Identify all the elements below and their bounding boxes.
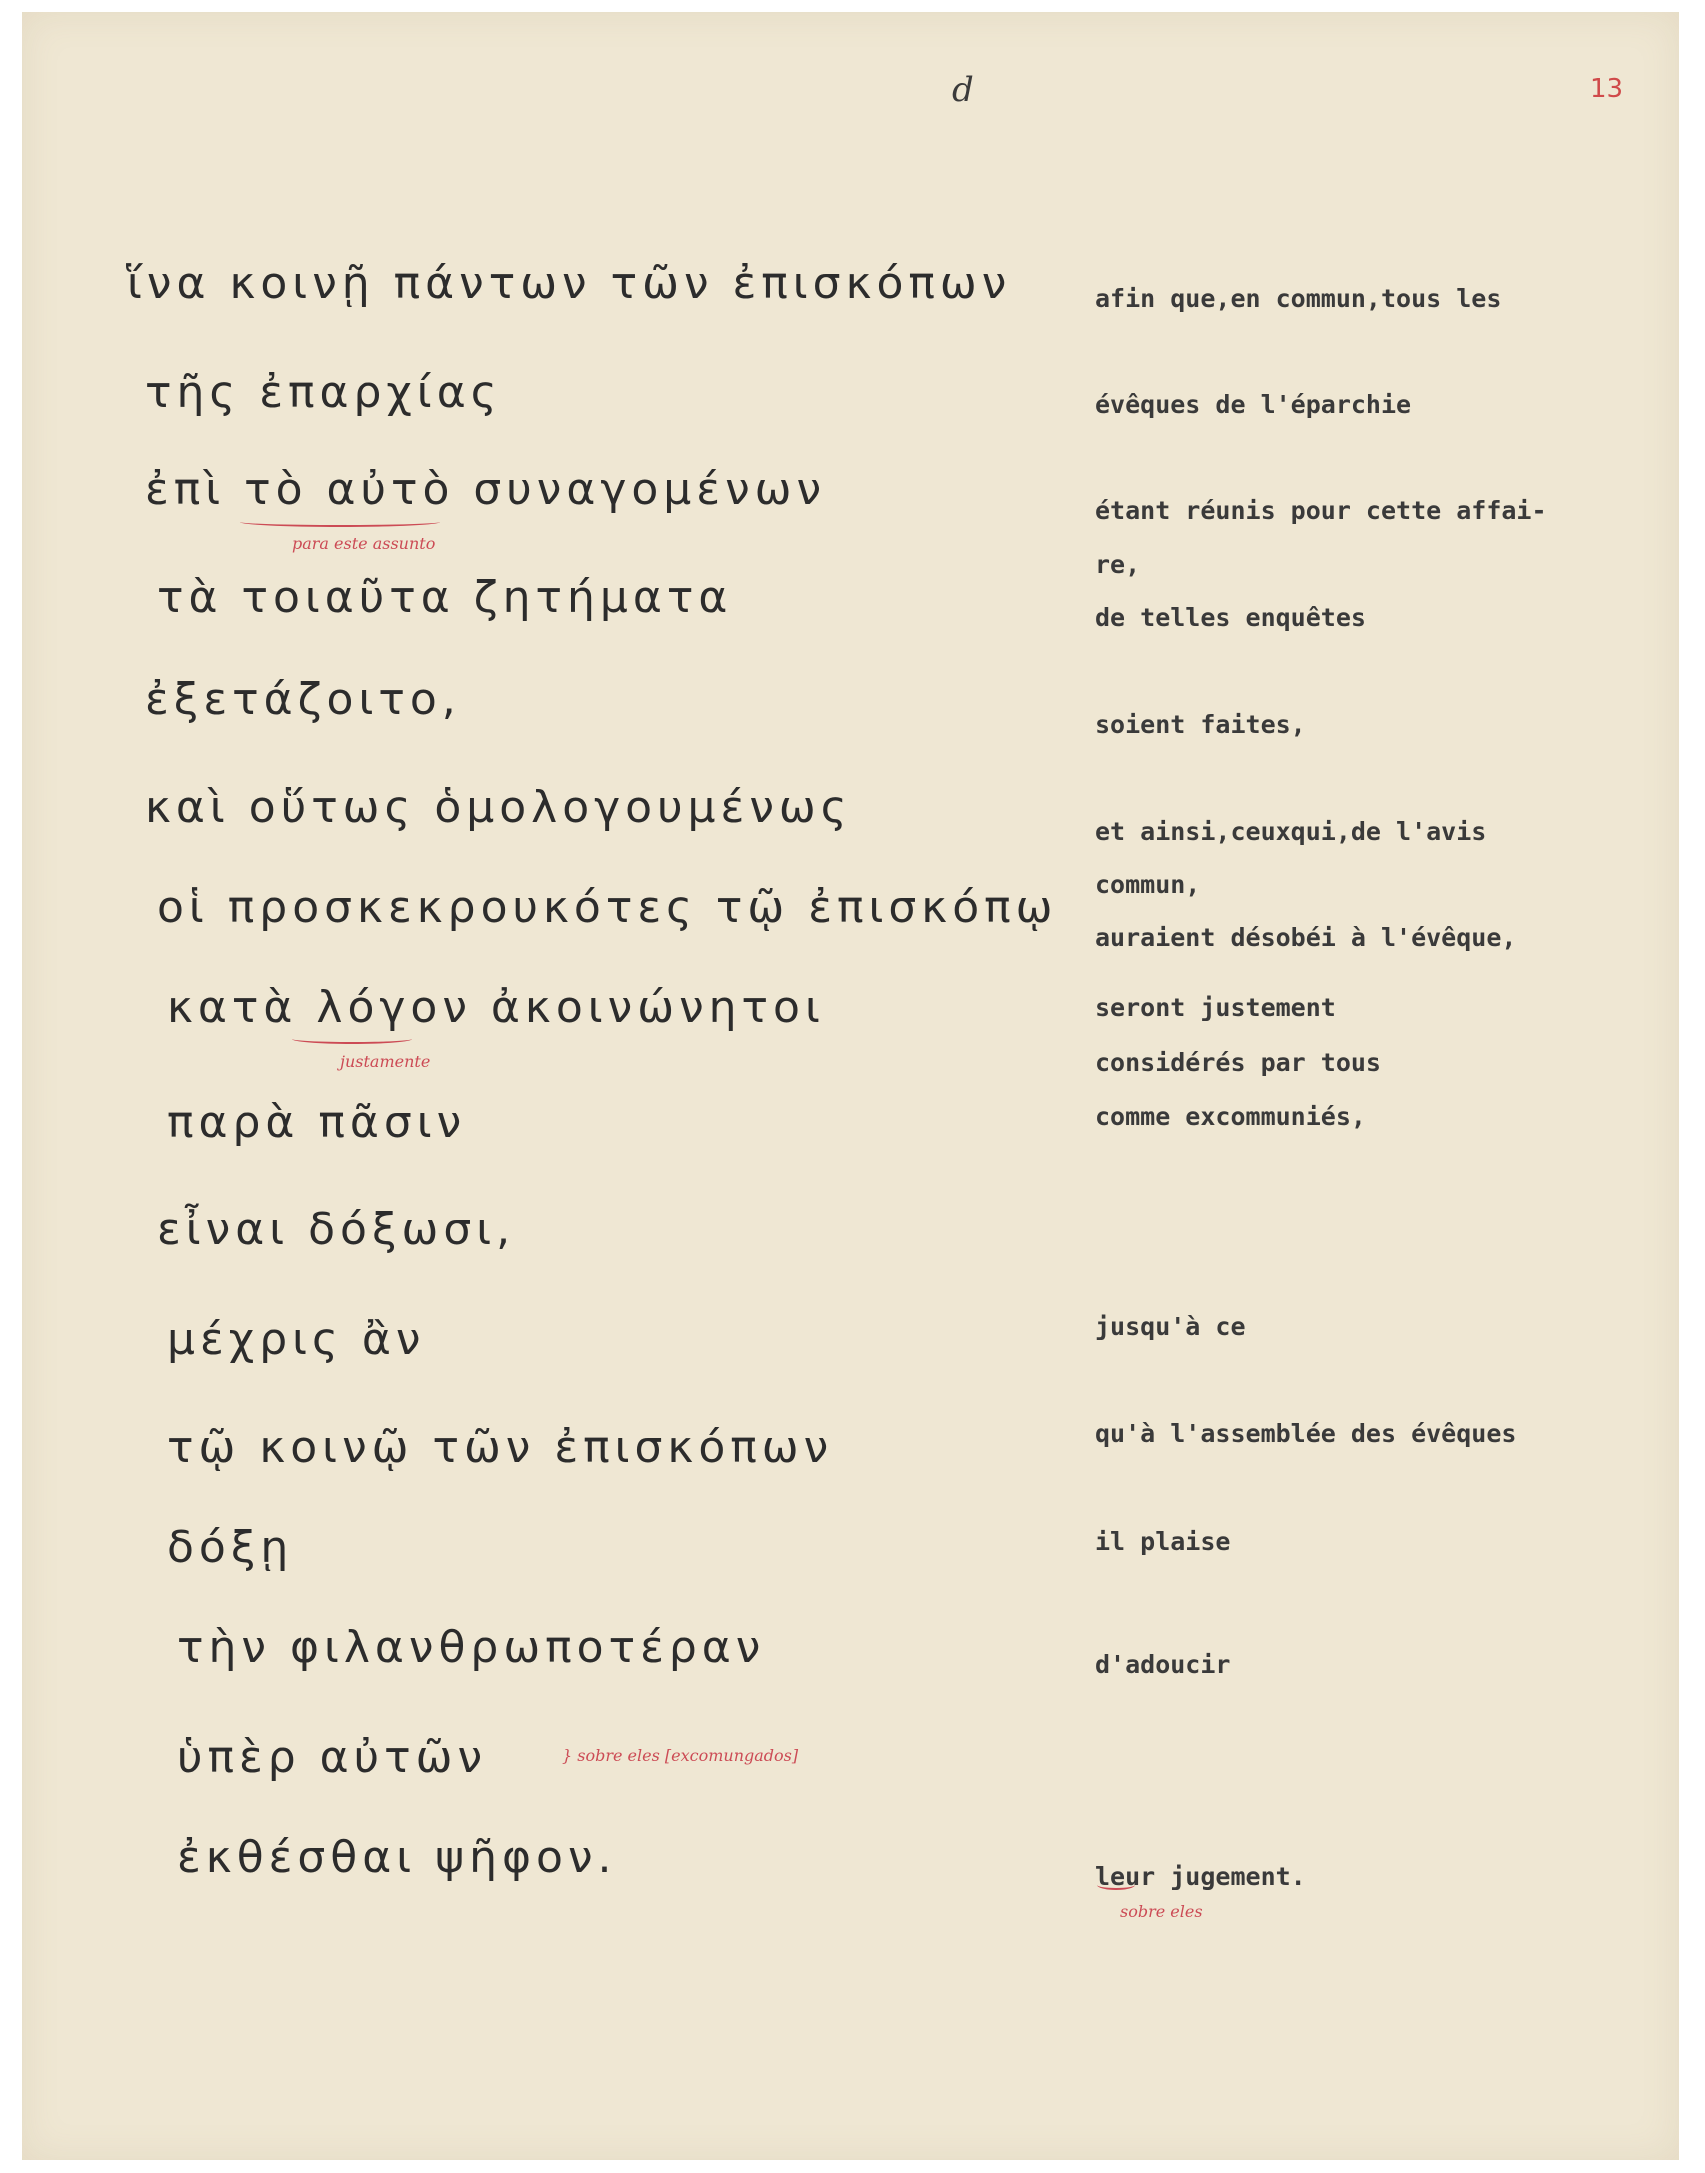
french-line: étant réunis pour cette affai- (1095, 496, 1547, 525)
french-line: re, (1095, 550, 1141, 579)
french-line: auraient désobéi à l'évêque, (1095, 923, 1517, 952)
note-justamente: justamente (340, 1052, 431, 1071)
greek-line: ἐκθέσθαι ψῆφον. (177, 1832, 617, 1883)
greek-line: παρὰ πᾶσιν (167, 1097, 467, 1148)
red-underline-mark (240, 517, 440, 527)
greek-line: τῆς ἐπαρχίας (145, 367, 502, 418)
greek-line: μέχρις ἂν (167, 1314, 426, 1365)
french-line: jusqu'à ce (1095, 1312, 1246, 1341)
french-line: comme excommuniés, (1095, 1102, 1366, 1131)
note-sobre-eles-excomungados: } sobre eles [excomungados] (562, 1746, 799, 1765)
greek-line: τὴν φιλανθρωποτέραν (177, 1622, 766, 1673)
greek-line: τῷ κοινῷ τῶν ἐπισκόπων (167, 1422, 834, 1473)
french-line: commun, (1095, 870, 1201, 899)
greek-line: καὶ οὕτως ὁμολογουμένως (145, 782, 852, 833)
french-line: évêques de l'éparchie (1095, 390, 1412, 419)
greek-line: οἱ προσκεκρουκότες τῷ ἐπισκόπῳ (157, 882, 1058, 933)
french-line: afin que,en commun,tous les (1095, 284, 1502, 313)
manuscript-page (22, 12, 1679, 2160)
note-sobre-eles: sobre eles (1120, 1902, 1203, 1921)
french-line: de telles enquêtes (1095, 603, 1366, 632)
greek-line: κατὰ λόγον ἀκοινώνητοι (167, 982, 825, 1033)
french-line: il plaise (1095, 1527, 1231, 1556)
french-line: soient faites, (1095, 710, 1306, 739)
note-para-este-assunto: para este assunto (292, 534, 436, 553)
greek-line: ἐπὶ τὸ αὐτὸ συναγομένων (145, 464, 827, 515)
greek-line: δόξῃ (167, 1522, 294, 1573)
french-line: seront justement (1095, 993, 1336, 1022)
french-line: leur jugement. (1095, 1862, 1306, 1891)
french-line: d'adoucir (1095, 1650, 1231, 1679)
greek-line: ἐξετάζοιτο, (145, 674, 461, 725)
page-letter: d (952, 70, 974, 110)
french-line: considérés par tous (1095, 1048, 1381, 1077)
red-underline-mark (292, 1034, 412, 1044)
page-number: 13 (1590, 74, 1624, 104)
greek-line: ὑπὲρ αὐτῶν (177, 1732, 488, 1783)
greek-line: ἵνα κοινῇ πάντων τῶν ἐπισκόπων (127, 258, 1012, 309)
french-line: et ainsi,ceuxqui,de l'avis (1095, 817, 1487, 846)
greek-line: τὰ τοιαῦτα ζητήματα (157, 572, 733, 623)
greek-line: εἶναι δόξωσι, (157, 1204, 516, 1255)
french-line: qu'à l'assemblée des évêques (1095, 1419, 1517, 1448)
